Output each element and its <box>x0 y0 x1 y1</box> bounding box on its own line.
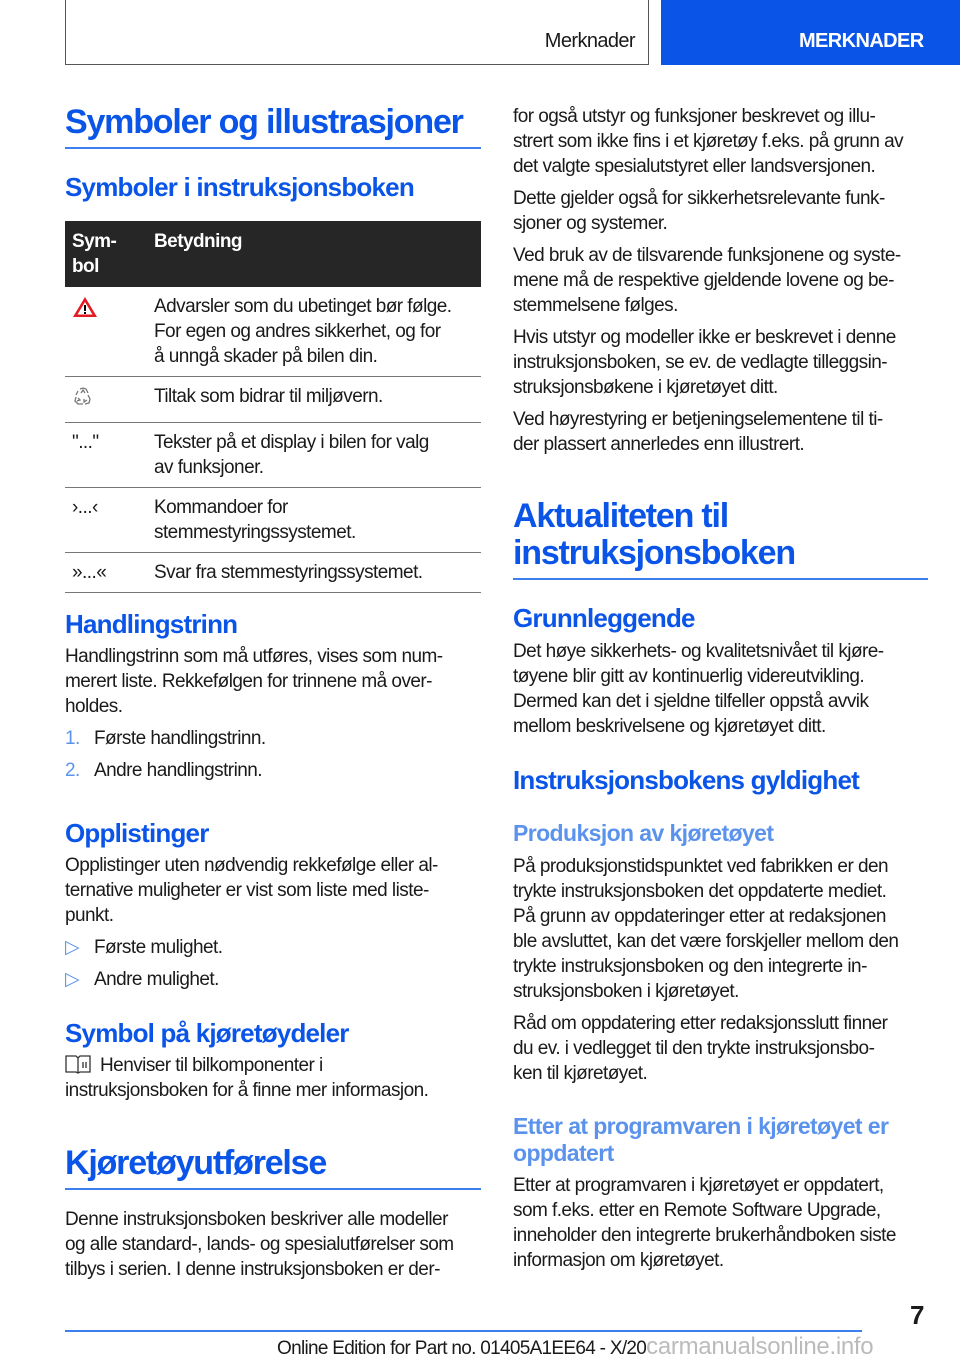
meaning-cell <box>147 377 481 423</box>
text-line: På grunn av oppdateringer etter at redaksjonen <box>513 906 886 927</box>
heading-symbols: Symboler og illustrasjoner <box>65 104 481 149</box>
text-line: Kommandoer for <box>154 497 288 518</box>
book-icon <box>65 1054 91 1081</box>
list-text: Andre mulighet. <box>94 969 219 990</box>
table-row <box>65 488 481 553</box>
text-line: Henviser til bilkomponenter i <box>100 1055 323 1076</box>
heading-listings: Opplistinger <box>65 818 209 848</box>
page-number: 7 <box>910 1300 925 1330</box>
table-row <box>65 377 481 423</box>
meaning-cell <box>147 488 481 553</box>
symbol-text: "..." <box>72 432 99 453</box>
list-text: Første handlingstrinn. <box>94 728 266 749</box>
paragraph <box>513 1173 933 1273</box>
text-line: struksjonsbøkene i kjøretøyet ditt. <box>513 377 778 398</box>
list-marker: 2. <box>65 760 80 781</box>
symbol-table <box>65 221 481 593</box>
text-line: av funksjoner. <box>154 457 264 478</box>
text-line: strert som ikke fins i et kjøretøy f.eks. på grunn av <box>513 131 904 152</box>
text-line: instruksjonsboken <box>513 534 795 572</box>
text-line: Svar fra stemmestyringssystemet. <box>154 562 423 583</box>
text-line: På produksjonstidspunktet ved fabrikken er den <box>513 856 888 877</box>
text-line: Ved høyrestyring er betjeningselementene til ti- <box>513 409 883 430</box>
list-item <box>65 967 481 992</box>
text-line: og alle standard-, lands- og spesialutførelser som <box>65 1234 454 1255</box>
text-line: instruksjonsboken, se ev. de vedlagte tilleggsin- <box>513 352 888 373</box>
text-line: Dermed kan det i sjeldne tilfeller oppstå avvik <box>513 691 869 712</box>
text-line: Advarsler som du ubetinget bør følge. <box>154 296 452 317</box>
header-section-label: Merknader <box>544 30 635 52</box>
text-line: holdes. <box>65 696 123 717</box>
meaning-cell <box>147 553 481 593</box>
text-line: Opplistinger uten nødvendig rekkefølge eller al- <box>65 855 438 876</box>
list-item <box>65 726 481 751</box>
text-line: det valgte spesialutstyret eller landsversjonen. <box>513 156 876 177</box>
text-line: struksjonsboken i kjøretøyet. <box>513 981 739 1002</box>
text-line: tøyene blir gitt av kontinuerlig videreutvikling. <box>513 666 865 687</box>
symbol-cell <box>65 553 147 593</box>
text-line: Etter at programvaren i kjøretøyet er <box>513 1113 889 1139</box>
list-item <box>65 935 481 960</box>
steps-list <box>65 726 481 783</box>
col-meaning: Betydning <box>147 221 481 287</box>
recycle-icon <box>72 392 94 413</box>
text-line: For egen og andres sikkerhet, og for <box>154 321 441 342</box>
text-line: for også utstyr og funksjoner beskrevet og illu- <box>513 106 876 127</box>
paragraph <box>513 325 933 400</box>
list-marker: ▷ <box>65 969 80 990</box>
heading-symbols-manual: Symboler i instruksjonsboken <box>65 172 414 202</box>
paragraph <box>513 639 933 739</box>
text-line: trykte instruksjonsboken og den integrerte in- <box>513 956 867 977</box>
heading-after-update <box>513 1113 933 1167</box>
text-line: instruksjonsboken for å finne mer informasjon. <box>65 1080 429 1101</box>
text-line: stemmestyringssystemet. <box>154 522 356 543</box>
bullet-list <box>65 935 481 992</box>
text-line: Handlingstrinn som må utføres, vises som num- <box>65 646 443 667</box>
text-line: Det høye sikkerhets- og kvalitetsnivået til kjøre- <box>513 641 884 662</box>
list-marker: 1. <box>65 728 80 749</box>
paragraph <box>513 186 933 236</box>
text-line: ken til kjøretøyet. <box>513 1063 648 1084</box>
text-line: Etter at programvaren i kjøretøyet er oppdatert, <box>513 1175 884 1196</box>
col-symbol-line: Sym- <box>72 231 117 252</box>
text-line: Dette gjelder også for sikkerhetsrelevante funk- <box>513 188 885 209</box>
footer-rule <box>65 1330 862 1332</box>
header-section-box <box>65 0 649 65</box>
text-line: Ved bruk av de tilsvarende funksjonene og syste- <box>513 245 901 266</box>
text-line: sjoner og systemer. <box>513 213 668 234</box>
text-line: informasjon om kjøretøyet. <box>513 1250 724 1271</box>
text-line: Aktualiteten til <box>513 497 729 535</box>
text-line: stemmelsene følges. <box>513 295 678 316</box>
text-line: Tiltak som bidrar til miljøvern. <box>154 386 383 407</box>
text-line: mene må de respektive gjeldende lovene og be- <box>513 270 894 291</box>
list-item <box>65 758 481 783</box>
list-text: Andre handlingstrinn. <box>94 760 263 781</box>
watermark: carmanualsonline.info <box>646 1333 874 1360</box>
symbol-cell <box>65 423 147 488</box>
heading-currency <box>513 498 928 580</box>
text-line: punkt. <box>65 905 114 926</box>
table-row <box>65 287 481 377</box>
paragraph <box>513 407 933 457</box>
text-line: Tekster på et display i bilen for valg <box>154 432 429 453</box>
heading-production: Produksjon av kjøretøyet <box>513 820 774 846</box>
text-line: Hvis utstyr og modeller ikke er beskrevet i denne <box>513 327 896 348</box>
list-marker: ▷ <box>65 937 80 958</box>
text-line: du ev. i vedlegget til den trykte instruksjonsbo- <box>513 1038 875 1059</box>
table-row <box>65 553 481 593</box>
heading-steps: Handlingstrinn <box>65 609 238 639</box>
meaning-cell <box>147 423 481 488</box>
heading-vehicle-parts: Symbol på kjøretøydeler <box>65 1018 349 1048</box>
heading-vehicle-version: Kjøretøyutførelse <box>65 1145 481 1190</box>
paragraph <box>65 853 481 928</box>
paragraph <box>513 243 933 318</box>
header-tab-label: MERKNADER <box>799 30 924 52</box>
col-symbol <box>65 221 147 287</box>
meaning-cell <box>147 287 481 377</box>
symbol-text: »...« <box>72 562 107 583</box>
text-line: ble avsluttet, kan det være forskjeller mellom den <box>513 931 899 952</box>
text-line: tilbys i serien. I denne instruksjonsboken er der- <box>65 1259 440 1280</box>
list-text: Første mulighet. <box>94 937 223 958</box>
heading-validity: Instruksjonsbokens gyldighet <box>513 765 859 795</box>
footer-edition-text: Online Edition for Part no. 01405A1EE64 - X/20 <box>277 1338 647 1359</box>
text-line: å unngå skader på bilen din. <box>154 346 378 367</box>
paragraph <box>513 1011 933 1086</box>
symbol-cell <box>65 377 147 423</box>
symbol-cell <box>65 287 147 377</box>
warning-triangle-icon <box>72 302 98 323</box>
text-line: merert liste. Rekkefølgen for trinnene må over- <box>65 671 432 692</box>
symbol-text: ›...‹ <box>72 497 98 518</box>
text-line: som f.eks. etter en Remote Software Upgrade, <box>513 1200 881 1221</box>
text-line: ternative muligheter er vist som liste med liste- <box>65 880 429 901</box>
symbol-cell <box>65 488 147 553</box>
text-line: der plassert annerledes enn illustrert. <box>513 434 805 455</box>
heading-basics: Grunnleggende <box>513 603 695 633</box>
text-line: mellom beskrivelsene og kjøretøyet ditt. <box>513 716 826 737</box>
header-tab[interactable] <box>661 0 960 65</box>
text-line: trykte instruksjonsboken det oppdaterte mediet. <box>513 881 887 902</box>
text-line: inneholder den integrerte brukerhåndboken siste <box>513 1225 896 1246</box>
paragraph <box>65 1207 481 1282</box>
text-line: Råd om oppdatering etter redaksjonsslutt finner <box>513 1013 888 1034</box>
paragraph <box>513 854 933 1004</box>
footer-edition <box>277 1333 873 1361</box>
paragraph <box>513 104 933 179</box>
table-row <box>65 423 481 488</box>
col-symbol-line: bol <box>72 256 99 277</box>
paragraph <box>65 1053 481 1103</box>
paragraph <box>65 644 481 719</box>
text-line: Denne instruksjonsboken beskriver alle modeller <box>65 1209 448 1230</box>
text-line: oppdatert <box>513 1140 614 1166</box>
